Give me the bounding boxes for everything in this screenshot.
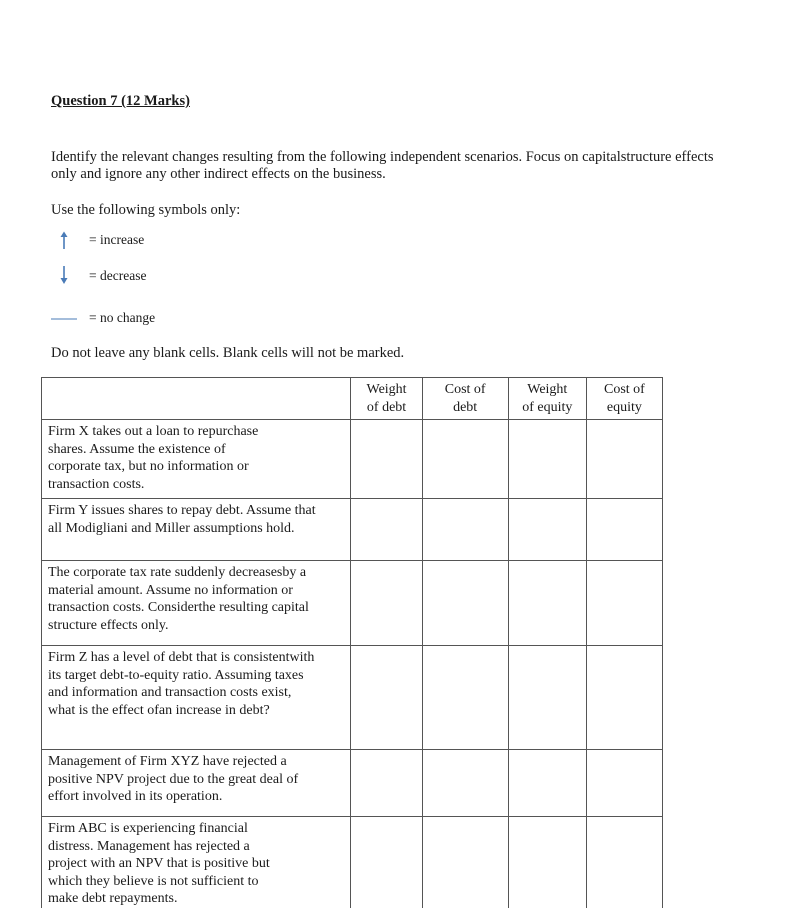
scenario-cell: Management of Firm XYZ have rejected a positive NPV project due to the great deal of effort involved in its operation. [42, 750, 351, 817]
answer-cell-weight-of-debt[interactable] [351, 420, 422, 499]
table-row [42, 646, 663, 750]
answer-cell-cost-of-equity[interactable] [586, 817, 662, 908]
answer-cell-cost-of-debt[interactable] [422, 499, 508, 561]
horizontal-line-icon [51, 308, 87, 328]
legend-label: = increase [89, 232, 145, 247]
header-scenario [42, 378, 351, 420]
scenario-cell: Firm Y issues shares to repay debt. Assume that all Modigliani and Miller assumptions hold. [42, 499, 351, 561]
table-row [42, 561, 663, 646]
legend-increase [51, 230, 144, 250]
answer-cell-cost-of-debt[interactable] [422, 646, 508, 750]
scenario-cell: The corporate tax rate suddenly decreasesby a material amount. Assume no information or transaction costs. Considerthe resulting capital structure effects only. [42, 561, 351, 646]
answer-cell-weight-of-equity[interactable] [508, 750, 586, 817]
answer-cell-cost-of-equity[interactable] [586, 750, 662, 817]
table-row [42, 420, 663, 499]
blank-cells-note: Do not leave any blank cells. Blank cells will not be marked. [51, 345, 405, 361]
answer-cell-cost-of-equity[interactable] [586, 646, 662, 750]
header-cost-of-equity: Cost of equity [586, 378, 662, 420]
answer-cell-weight-of-equity[interactable] [508, 817, 586, 908]
table-row [42, 499, 663, 561]
header-weight-of-equity: Weight of equity [508, 378, 586, 420]
arrow-down-icon [51, 266, 87, 286]
answer-cell-weight-of-debt[interactable] [351, 750, 422, 817]
answer-cell-cost-of-equity[interactable] [586, 499, 662, 561]
question-intro: Identify the relevant changes resulting from the following independent scenarios. Focus on capitalstructure effects only and ignore any other indirect effects on the business. [51, 149, 714, 182]
table-row [42, 750, 663, 817]
answer-cell-cost-of-debt[interactable] [422, 420, 508, 499]
scenario-cell: Firm Z has a level of debt that is consistentwith its target debt-to-equity ratio. Assuming taxes and information and transaction costs exist, what is the effect ofan increase in debt? [42, 646, 351, 750]
symbols-instruction: Use the following symbols only: [51, 202, 241, 218]
question-title: Question 7 (12 Marks) [51, 93, 190, 109]
table-row [42, 817, 663, 908]
answer-cell-cost-of-debt[interactable] [422, 750, 508, 817]
legend-label: = no change [89, 310, 156, 325]
header-weight-of-debt: Weight of debt [351, 378, 422, 420]
header-cost-of-debt: Cost of debt [422, 378, 508, 420]
answer-cell-weight-of-debt[interactable] [351, 646, 422, 750]
scenario-cell: Firm X takes out a loan to repurchase shares. Assume the existence of corporate tax, but no information or transaction costs. [42, 420, 351, 499]
answer-cell-weight-of-debt[interactable] [351, 817, 422, 908]
scenario-cell: Firm ABC is experiencing financial distress. Management has rejected a project with an NPV that is positive but which they believe is not sufficient to make debt repayments. [42, 817, 351, 908]
table-header-row [42, 378, 663, 420]
answer-cell-weight-of-equity[interactable] [508, 420, 586, 499]
answer-cell-weight-of-debt[interactable] [351, 561, 422, 646]
legend-no-change [51, 308, 155, 328]
answer-cell-cost-of-debt[interactable] [422, 817, 508, 908]
arrow-up-icon [51, 230, 87, 250]
answer-table [41, 377, 663, 908]
answer-cell-weight-of-debt[interactable] [351, 499, 422, 561]
answer-cell-cost-of-equity[interactable] [586, 561, 662, 646]
answer-cell-cost-of-equity[interactable] [586, 420, 662, 499]
answer-cell-weight-of-equity[interactable] [508, 561, 586, 646]
answer-cell-weight-of-equity[interactable] [508, 646, 586, 750]
answer-cell-cost-of-debt[interactable] [422, 561, 508, 646]
legend-label: = decrease [89, 268, 147, 283]
answer-cell-weight-of-equity[interactable] [508, 499, 586, 561]
legend-decrease [51, 266, 146, 286]
